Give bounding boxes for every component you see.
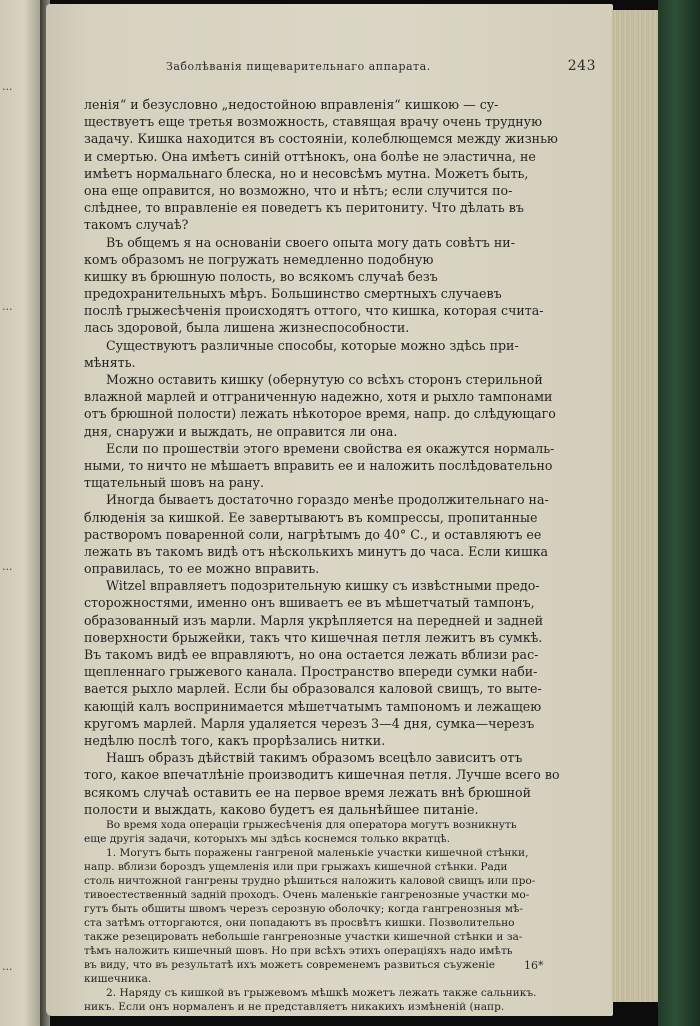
text-line: имѣетъ нормальнаго блеска, но и несовсѣмъ мутна. Можетъ быть, bbox=[84, 165, 529, 181]
book-cover bbox=[658, 0, 700, 1026]
text-line: задачу. Кишка находится въ состояніи, колеблющемся между жизнью bbox=[84, 131, 558, 147]
text-line: влажной марлей и отграниченную надежно, хотя и рыхло тампонами bbox=[84, 389, 553, 405]
text-line: вается рыхло марлей. Если бы образовался каловой свищъ, то выте- bbox=[84, 681, 542, 697]
book-page bbox=[46, 4, 613, 1016]
text-line: и смертью. Она имѣетъ синій оттѣнокъ, она болѣе не эластична, не bbox=[84, 148, 536, 164]
text-line: въ виду, что въ результатѣ ихъ можетъ современемъ развиться съуженіе bbox=[84, 958, 496, 971]
left-page-text: ... bbox=[2, 80, 13, 93]
text-line: недѣлю послѣ того, какъ прорѣзались нитки. bbox=[84, 732, 386, 748]
left-page-text: ... bbox=[2, 960, 13, 973]
text-line: такомъ случаѣ? bbox=[84, 217, 189, 233]
text-line: того, какое впечатлѣніе производитъ кишечная петля. Лучше всего во bbox=[84, 767, 560, 783]
text-line: тивоестественный задній проходъ. Очень маленькіе гангренозные участки мо- bbox=[84, 888, 530, 901]
text-line: растворомъ поваренной соли, нагрѣтымъ до 40° С., и оставляютъ ее bbox=[84, 526, 542, 542]
text-line: никъ. Если онъ нормаленъ и не представляетъ никакихъ измѣненій (напр. bbox=[84, 1000, 505, 1013]
text-line: комъ образомъ не погружать немедленно подобную bbox=[84, 251, 434, 267]
left-page-text: ... bbox=[2, 300, 13, 313]
text-line: кругомъ марлей. Марля удаляется черезъ 3—4 дня, сумка—черезъ bbox=[84, 715, 535, 731]
text-line: Нашъ образъ дѣйствій такимъ образомъ всецѣло зависитъ отъ bbox=[106, 750, 523, 766]
text-line: поверхности брыжейки, такъ что кишечная петля лежитъ въ сумкѣ. bbox=[84, 629, 543, 645]
left-page-text: ... bbox=[2, 560, 13, 573]
text-line: щепленнаго грыжевого канала. Пространство впереди сумки наби- bbox=[84, 664, 538, 680]
text-line: предохранительныхъ мѣръ. Большинство смертныхъ случаевъ bbox=[84, 286, 502, 302]
text-line: Въ общемъ я на основаніи своего опыта могу дать совѣтъ ни- bbox=[106, 234, 515, 250]
text-line: 1. Могутъ быть поражены гангреной маленькіе участки кишечной стѣнки, bbox=[106, 846, 529, 859]
text-line: тщательный шовъ на рану. bbox=[84, 475, 264, 491]
text-line: Иногда бываетъ достаточно гораздо менѣе продолжительнаго на- bbox=[106, 492, 549, 508]
text-line: полости и выждать, каково будетъ ея дальнѣйшее питаніе. bbox=[84, 801, 479, 817]
text-line: столь ничтожной гангрены трудно рѣшиться наложить каловой свищъ или про- bbox=[84, 874, 536, 887]
text-line: Въ такомъ видѣ ее вправляютъ, но она остается лежать вблизи рас- bbox=[84, 647, 539, 662]
text-line: еще другія задачи, которыхъ мы здѣсь коснемся только вкратцѣ. bbox=[84, 832, 451, 845]
text-line: Witzel вправляетъ подозрительную кишку съ извѣстными предо- bbox=[106, 578, 540, 594]
left-page-edge bbox=[0, 0, 40, 1026]
page-number: 243 bbox=[567, 58, 596, 74]
text-line: ными, то ничто не мѣшаетъ вправить ее и наложить послѣдовательно bbox=[84, 457, 553, 473]
text-line: лась здоровой, была лишена жизнеспособности. bbox=[84, 320, 410, 336]
body-text bbox=[84, 96, 594, 1014]
text-line: 2. Наряду съ кишкой въ грыжевомъ мѣшкѣ можетъ лежать также сальникъ. bbox=[106, 986, 537, 999]
text-line: гутъ быть обшиты швомъ черезъ серозную оболочку; когда гангренозныя мѣ- bbox=[84, 902, 523, 915]
text-line: Если по прошествіи этого времени свойства ея окажутся нормаль- bbox=[106, 440, 555, 456]
text-line: напр. вблизи бороздъ ущемленія или при грыжахъ кишечной стѣнки. Ради bbox=[84, 860, 508, 873]
text-line: оправилась, то ее можно вправить. bbox=[84, 561, 320, 577]
text-line: мѣнять. bbox=[84, 354, 136, 370]
text-line: слѣднее, то вправленіе ея поведетъ къ перитониту. Что дѣлать въ bbox=[84, 200, 524, 216]
text-line: послѣ грыжесѣченія происходятъ оттого, что кишка, которая счита- bbox=[84, 303, 544, 319]
text-line: образованный изъ марли. Марля укрѣпляется на передней и задней bbox=[84, 612, 544, 628]
text-line: кишечника. bbox=[84, 972, 152, 985]
text-line: кающій калъ воспринимается мѣшетчатымъ тампономъ и лежащею bbox=[84, 698, 542, 714]
text-line: кишку въ брюшную полость, во всякомъ случаѣ безъ bbox=[84, 268, 438, 284]
text-line: также резецировать небольшіе гангренозные участки кишечной стѣнки и за- bbox=[84, 930, 523, 943]
running-head-title: Заболѣванія пищеварительнаго аппарата. bbox=[166, 60, 431, 73]
signature-mark: 16* bbox=[524, 959, 544, 972]
page-edges bbox=[612, 10, 660, 1002]
text-line: дня, снаружи и выждать, не оправится ли она. bbox=[84, 423, 398, 439]
text-line: лежать въ такомъ видѣ отъ нѣсколькихъ минутъ до часа. Если кишка bbox=[84, 543, 549, 559]
text-line: отъ брюшной полости) лежать нѣкоторое время, напр. до слѣдующаго bbox=[84, 406, 556, 422]
text-line: сторожностями, именно онъ вшиваетъ ее въ мѣшетчатый тампонъ, bbox=[84, 595, 535, 611]
text-line: Во время хода операціи грыжесѣченія для оператора могутъ возникнуть bbox=[106, 818, 517, 831]
text-line: ленія“ и безусловно „недостойною вправленія“ кишкою — су- bbox=[84, 97, 499, 112]
text-line: ществуетъ еще третья возможность, ставящая врачу очень трудную bbox=[84, 114, 543, 130]
text-line: Можно оставить кишку (обернутую со всѣхъ сторонъ стерильной bbox=[106, 372, 543, 387]
text-line: блюденія за кишкой. Ее завертываютъ въ компрессы, пропитанные bbox=[84, 509, 538, 525]
text-line: тѣмъ наложить кишечный шовъ. Но при всѣхъ этихъ операціяхъ надо имѣть bbox=[84, 944, 513, 957]
text-line: всякомъ случаѣ оставить ее на первое время лежать внѣ брюшной bbox=[84, 784, 532, 800]
text-line: Существуютъ различные способы, которые можно здѣсь при- bbox=[106, 337, 519, 353]
text-line: она еще оправится, но возможно, что и нѣтъ; если случится по- bbox=[84, 182, 513, 198]
text-line: ста затѣмъ отторгаются, они попадаютъ въ просвѣтъ кишки. Позволительно bbox=[84, 916, 515, 929]
